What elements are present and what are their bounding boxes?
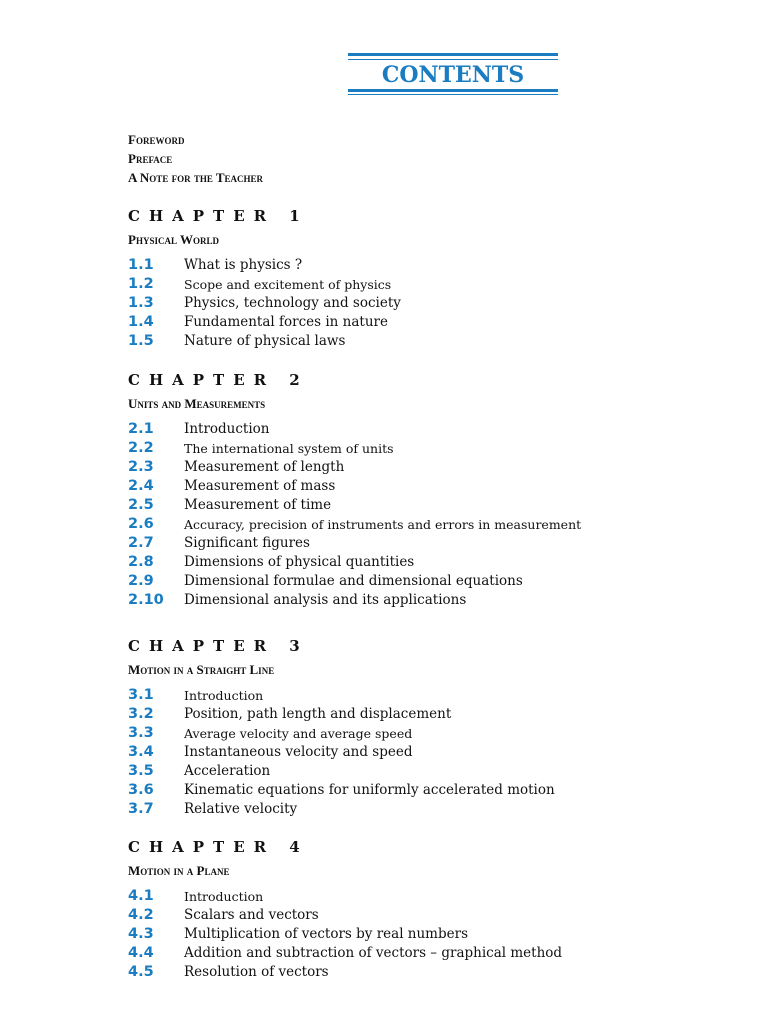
toc-entry[interactable]	[128, 294, 401, 313]
toc-entry[interactable]	[128, 743, 555, 762]
section-title: Introduction	[184, 889, 264, 904]
section-number: 4.1	[128, 888, 154, 904]
section-title: Dimensions of physical quantities	[184, 554, 415, 570]
section-number: 2.6	[128, 516, 154, 532]
section-title: Introduction	[184, 688, 264, 703]
section-title: Dimensional formulae and dimensional equations	[184, 573, 523, 589]
section-title: Instantaneous velocity and speed	[184, 744, 413, 760]
section-number: 2.10	[128, 592, 164, 608]
chapter-title[interactable]: Motion in a Plane	[128, 863, 230, 878]
section-number: 2.4	[128, 478, 154, 494]
chapter-title[interactable]: Units and Measurements	[128, 396, 266, 411]
toc-entry[interactable]	[128, 705, 555, 724]
chapter-4	[128, 837, 562, 982]
chapter-3	[128, 636, 555, 819]
section-number: 2.3	[128, 459, 154, 475]
section-number: 3.5	[128, 763, 154, 779]
toc-entry[interactable]	[128, 496, 581, 515]
toc-entry[interactable]	[128, 515, 581, 534]
section-number: 4.5	[128, 964, 154, 980]
toc-entry[interactable]	[128, 887, 562, 906]
toc-entry[interactable]	[128, 458, 581, 477]
toc-entry[interactable]	[128, 925, 562, 944]
section-title: Significant figures	[184, 535, 310, 551]
section-title: Acceleration	[184, 763, 271, 779]
page-title: CONTENTS	[381, 62, 525, 88]
section-list	[128, 256, 401, 351]
toc-entry[interactable]	[128, 439, 581, 458]
contents-header	[348, 53, 558, 97]
toc-entry[interactable]	[128, 762, 555, 781]
section-number: 2.8	[128, 554, 154, 570]
toc-entry[interactable]	[128, 724, 555, 743]
chapter-title[interactable]: Motion in a Straight Line	[128, 662, 275, 677]
toc-entry[interactable]	[128, 534, 581, 553]
toc-entry[interactable]	[128, 800, 555, 819]
section-title: Introduction	[184, 421, 270, 437]
section-number: 3.2	[128, 706, 154, 722]
section-title: Measurement of time	[184, 497, 332, 513]
section-number: 1.4	[128, 314, 154, 330]
header-rule-top-thin	[348, 59, 558, 60]
toc-entry[interactable]	[128, 591, 581, 610]
section-title: The international system of units	[184, 441, 394, 456]
section-number: 4.4	[128, 945, 154, 961]
section-title: Resolution of vectors	[184, 964, 329, 980]
header-rule-top	[348, 53, 558, 56]
toc-entry[interactable]	[128, 906, 562, 925]
section-list	[128, 420, 581, 610]
section-title: Measurement of length	[184, 459, 345, 475]
section-title: Kinematic equations for uniformly accelerated motion	[184, 782, 555, 798]
section-list	[128, 686, 555, 819]
chapter-heading: CHAPTER 1	[128, 207, 309, 225]
section-title: Position, path length and displacement	[184, 706, 452, 722]
section-title: Nature of physical laws	[184, 333, 346, 349]
header-rule-bottom	[348, 89, 558, 92]
toc-entry[interactable]	[128, 332, 401, 351]
header-rule-bottom-thin	[348, 94, 558, 95]
section-number: 3.6	[128, 782, 154, 798]
toc-link-preface[interactable]: Preface	[128, 151, 173, 166]
section-number: 4.2	[128, 907, 154, 923]
toc-entry[interactable]	[128, 572, 581, 591]
section-title: What is physics ?	[184, 257, 303, 273]
section-number: 2.9	[128, 573, 154, 589]
toc-link-note-for-teacher[interactable]: A Note for the Teacher	[128, 170, 264, 185]
section-title: Average velocity and average speed	[184, 726, 413, 741]
section-title: Dimensional analysis and its applications	[184, 592, 467, 608]
chapter-heading: CHAPTER 3	[128, 637, 309, 655]
toc-entry[interactable]	[128, 313, 401, 332]
chapter-1	[128, 206, 401, 351]
section-title: Accuracy, precision of instruments and errors in measurement	[184, 517, 582, 532]
toc-entry[interactable]	[128, 781, 555, 800]
toc-entry[interactable]	[128, 963, 562, 982]
section-number: 1.3	[128, 295, 154, 311]
section-number: 1.1	[128, 257, 154, 273]
toc-entry[interactable]	[128, 477, 581, 496]
section-title: Scalars and vectors	[184, 907, 319, 923]
chapter-heading: CHAPTER 4	[128, 838, 309, 856]
section-title: Scope and excitement of physics	[184, 277, 392, 292]
toc-entry[interactable]	[128, 275, 401, 294]
front-matter-list	[128, 130, 263, 187]
toc-entry[interactable]	[128, 553, 581, 572]
section-title: Multiplication of vectors by real numbers	[184, 926, 469, 942]
chapter-title[interactable]: Physical World	[128, 232, 219, 247]
section-number: 2.2	[128, 440, 154, 456]
section-number: 3.4	[128, 744, 154, 760]
chapter-2	[128, 370, 581, 610]
section-title: Relative velocity	[184, 801, 298, 817]
section-title: Measurement of mass	[184, 478, 336, 494]
section-number: 1.2	[128, 276, 154, 292]
section-number: 3.3	[128, 725, 154, 741]
section-number: 1.5	[128, 333, 154, 349]
section-list	[128, 887, 562, 982]
chapter-heading: CHAPTER 2	[128, 371, 309, 389]
section-number: 3.1	[128, 687, 154, 703]
section-number: 2.7	[128, 535, 154, 551]
toc-entry[interactable]	[128, 944, 562, 963]
section-title: Addition and subtraction of vectors – graphical method	[184, 945, 563, 961]
section-number: 2.1	[128, 421, 154, 437]
toc-entry[interactable]	[128, 420, 581, 439]
section-number: 3.7	[128, 801, 154, 817]
toc-link-foreword[interactable]: Foreword	[128, 132, 185, 147]
section-number: 2.5	[128, 497, 154, 513]
toc-entry[interactable]	[128, 256, 401, 275]
section-number: 4.3	[128, 926, 154, 942]
section-title: Fundamental forces in nature	[184, 314, 388, 330]
section-title: Physics, technology and society	[184, 295, 401, 311]
toc-entry[interactable]	[128, 686, 555, 705]
